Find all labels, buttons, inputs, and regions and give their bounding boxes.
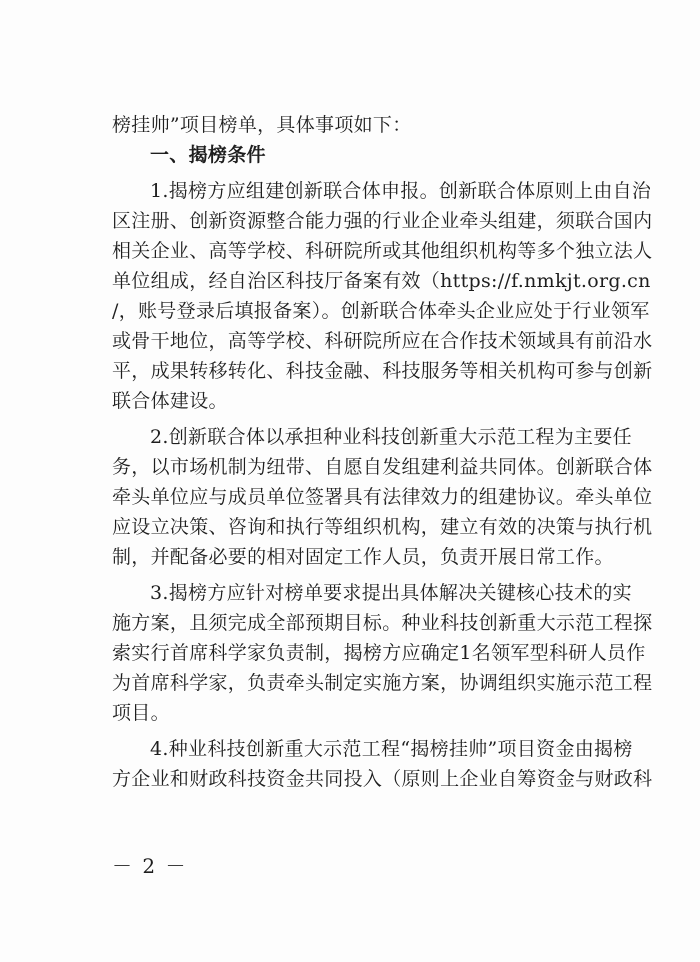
paragraph-3-line: 为首席科学家，负责牵头制定实施方案，协调组织实施示范工程: [112, 672, 653, 694]
paragraph-1-line: /，账号登录后填报备案）。创新联合体牵头企业应处于行业领军: [112, 300, 650, 322]
paragraph-3-line: 索实行首席科学家负责制，揭榜方应确定1名领军型科研人员作: [112, 642, 646, 664]
paragraph-1-line: 区注册、创新资源整合能力强的行业企业牵头组建，须联合国内: [112, 210, 653, 232]
paragraph-2-line: 应设立决策、咨询和执行等组织机构，建立有效的决策与执行机: [112, 516, 653, 538]
paragraph-2-line: 2.创新联合体以承担种业科技创新重大示范工程为主要任: [150, 426, 632, 448]
paragraph-4-line: 4.种业科技创新重大示范工程“揭榜挂帅”项目资金由揭榜: [150, 738, 633, 760]
paragraph-1-line: 或骨干地位，高等学校、科研院所应在合作技术领域具有前沿水: [112, 330, 653, 352]
paragraph-1-line: 相关企业、高等学校、科研院所或其他组织机构等多个独立法人: [112, 240, 653, 262]
paragraph-3-line: 项目。: [112, 702, 170, 724]
paragraph-1-line: 单位组成，经自治区科技厅备案有效（https://f.nmkjt.org.cn: [112, 270, 651, 292]
paragraph-2-line: 务，以市场机制为纽带、自愿自发组建利益共同体。创新联合体: [112, 456, 653, 478]
paragraph-2-line: 制，并配备必要的相对固定工作人员，负责开展日常工作。: [112, 546, 614, 568]
paragraph-3-line: 3.揭榜方应针对榜单要求提出具体解决关键核心技术的实: [150, 582, 632, 604]
section-heading: 一、揭榜条件: [150, 144, 266, 166]
paragraph-1-line: 联合体建设。: [112, 390, 228, 412]
text-line: 榜挂帅”项目榜单，具体事项如下：: [112, 114, 412, 136]
paragraph-3-line: 施方案，且须完成全部预期目标。种业科技创新重大示范工程探: [112, 612, 653, 634]
page-number: － 2 －: [112, 854, 188, 878]
paragraph-2-line: 牵头单位应与成员单位签署具有法律效力的组建协议。牵头单位: [112, 486, 653, 508]
paragraph-1-line: 1.揭榜方应组建创新联合体申报。创新联合体原则上由自治: [150, 180, 652, 202]
document-body: [112, 110, 653, 794]
paragraph-1-line: 平，成果转移转化、科技金融、科技服务等相关机构可参与创新: [112, 360, 653, 382]
paragraph-4-line: 方企业和财政科技资金共同投入（原则上企业自筹资金与财政科: [112, 768, 653, 790]
